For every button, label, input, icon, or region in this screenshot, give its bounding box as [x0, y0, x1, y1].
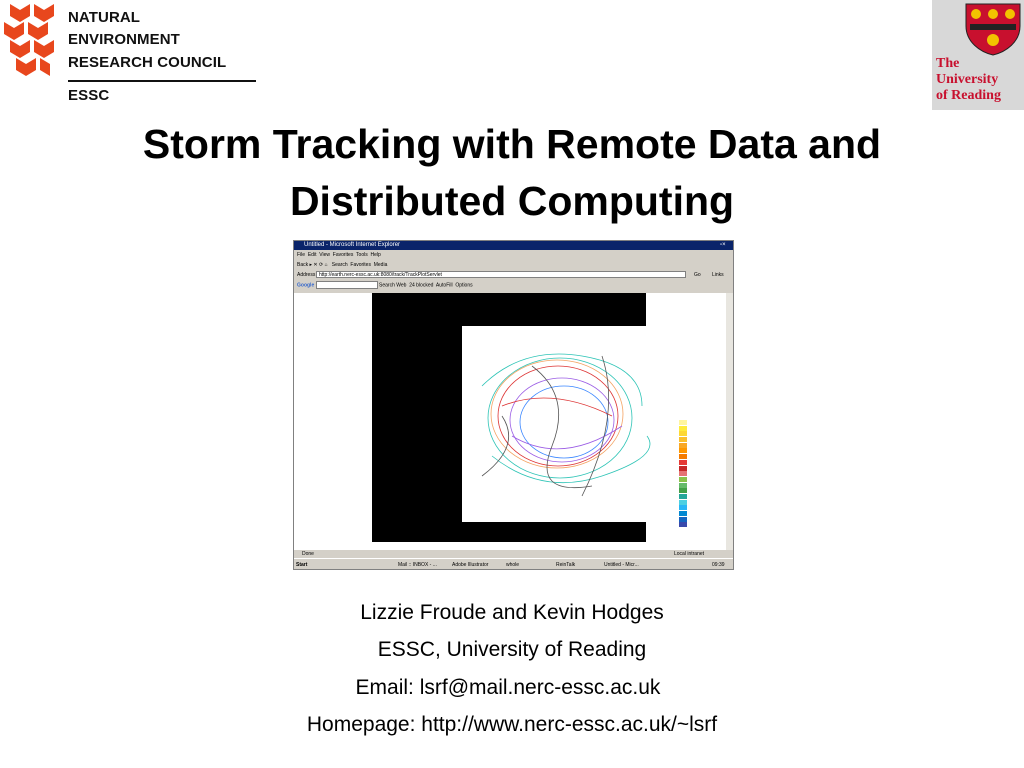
window-controls-icon[interactable]: ▫×: [720, 242, 726, 248]
task-mail[interactable]: Mail :: INBOX - ...: [398, 562, 437, 568]
browser-screenshot: [293, 240, 734, 570]
legend-label: 36.0: [689, 420, 697, 426]
track-plot: [372, 293, 704, 542]
email: Email: lsrf@mail.nerc-essc.ac.uk: [355, 676, 661, 699]
legend-label: 10.0: [689, 493, 697, 499]
back-button[interactable]: Back: [297, 262, 309, 268]
legend-swatch: [679, 437, 687, 442]
google-logo: Google: [297, 282, 315, 289]
nerc-logo: [0, 0, 262, 106]
legend-swatch: [679, 483, 687, 488]
menu-edit[interactable]: Edit: [307, 252, 317, 258]
homepage: Homepage: http://www.nerc-essc.ac.uk/~lsrf: [306, 713, 718, 736]
legend-swatch: [679, 426, 687, 431]
start-button[interactable]: Start: [296, 562, 308, 568]
task-whole[interactable]: whole: [506, 562, 520, 568]
google-search-input[interactable]: [316, 281, 378, 289]
menu-file[interactable]: File: [297, 252, 306, 258]
favorites-button[interactable]: Favorites: [350, 262, 371, 268]
reading-line3: of Reading: [936, 88, 1001, 103]
legend-swatch: [679, 500, 687, 505]
nerc-name-line2: ENVIRONMENT: [68, 31, 180, 48]
legend-swatch: [679, 517, 687, 522]
autofill-button[interactable]: AutoFill: [435, 282, 453, 289]
storm-track-map: [462, 326, 658, 522]
task-illustrator[interactable]: Adobe Illustrator: [452, 562, 489, 568]
nerc-mark-icon: [0, 0, 64, 84]
popups-blocked-label[interactable]: 24 blocked: [409, 282, 434, 289]
google-toolbar: [297, 281, 473, 289]
legend-swatch: [679, 420, 687, 425]
legend-label: 6.0: [689, 505, 695, 511]
reading-line1: The: [936, 56, 960, 71]
legend-label: 14.0: [689, 482, 697, 488]
task-reintalk[interactable]: ReinTalk: [556, 562, 576, 568]
legend-swatch: [679, 448, 687, 453]
legend-label: ABOVE: [689, 414, 703, 420]
legend-swatch: [679, 431, 687, 436]
nerc-divider: [68, 80, 256, 82]
address-label: Address: [297, 272, 316, 278]
vertical-scrollbar[interactable]: [726, 293, 733, 550]
legend-label: BELOW: [689, 528, 704, 534]
legend-label: 20.0: [689, 465, 697, 471]
legend-label: 26.0: [689, 448, 697, 454]
ie-toolbar: Back ▸ ✕ ⟳ ⌂ Search Favorites Media: [297, 262, 388, 268]
legend-label: 0.0: [689, 522, 695, 528]
affiliation: ESSC, University of Reading: [377, 638, 647, 661]
legend-swatch: [679, 505, 687, 510]
legend-label: 24.0: [689, 454, 697, 460]
legend-swatch: [679, 488, 687, 493]
legend-label: 30.0: [689, 437, 697, 443]
legend-swatch: [679, 460, 687, 465]
reading-shield-icon: [964, 2, 1022, 56]
legend-label: 4.0: [689, 511, 695, 517]
reading-wordmark: [932, 56, 1024, 104]
university-of-reading-logo: [932, 0, 1024, 110]
nerc-name-line1: NATURAL: [68, 9, 141, 26]
menu-bar: [297, 251, 381, 259]
color-legend: [679, 414, 709, 534]
legend-label: 8.0: [689, 499, 695, 505]
legend-swatch: [679, 477, 687, 482]
legend-swatch: [679, 466, 687, 471]
status-bar: [294, 550, 733, 558]
go-button[interactable]: Go: [694, 272, 701, 278]
address-input[interactable]: http://earth.nerc-essc.ac.uk:8080/track/TrackPlotServlet: [316, 271, 686, 278]
legend-swatch: [679, 511, 687, 516]
task-ie[interactable]: Untitled - Micr...: [604, 562, 639, 568]
status-text: Done: [302, 551, 314, 557]
legend-swatch: [679, 494, 687, 499]
reading-line2: University: [936, 72, 999, 87]
links-button[interactable]: Links: [712, 272, 724, 278]
menu-help[interactable]: Help: [370, 252, 381, 258]
taskbar: [294, 558, 733, 570]
search-button[interactable]: Search: [331, 262, 348, 268]
legend-swatch: [679, 528, 687, 533]
legend-label: 2.0: [689, 516, 695, 522]
window-title-bar: Untitled - Microsoft Internet Explorer: [294, 241, 733, 250]
legend-swatch: [679, 471, 687, 476]
slide-title-line1: Storm Tracking with Remote Data and: [142, 121, 882, 167]
menu-view[interactable]: View: [319, 252, 330, 258]
zone-text: Local intranet: [674, 551, 705, 557]
search-web-button[interactable]: Search Web: [379, 282, 407, 289]
legend-label: 32.0: [689, 431, 697, 437]
legend-label: 18.0: [689, 471, 697, 477]
clock: 09:39: [712, 562, 725, 568]
nerc-name-line3: RESEARCH COUNCIL: [68, 54, 227, 71]
storm-tracks-image: [462, 326, 658, 522]
legend-label: 12.0: [689, 488, 697, 494]
options-button[interactable]: Options: [455, 282, 473, 289]
legend-label: 16.0: [689, 476, 697, 482]
media-button[interactable]: Media: [373, 262, 388, 268]
nerc-essc-label: ESSC: [68, 87, 110, 104]
legend-swatch: [679, 414, 687, 419]
legend-row: [679, 528, 709, 534]
legend-swatch: [679, 522, 687, 527]
menu-tools[interactable]: Tools: [356, 252, 368, 258]
browser-content: [294, 293, 726, 550]
legend-label: 34.0: [689, 425, 697, 431]
slide-title: [60, 116, 964, 230]
slide-title-line2: Distributed Computing: [289, 178, 735, 224]
authors: Lizzie Froude and Kevin Hodges: [360, 601, 664, 624]
menu-favorites[interactable]: Favorites: [332, 252, 354, 258]
legend-swatch: [679, 454, 687, 459]
legend-swatch: [679, 443, 687, 448]
legend-label: 28.0: [689, 442, 697, 448]
legend-label: 22.0: [689, 459, 697, 465]
